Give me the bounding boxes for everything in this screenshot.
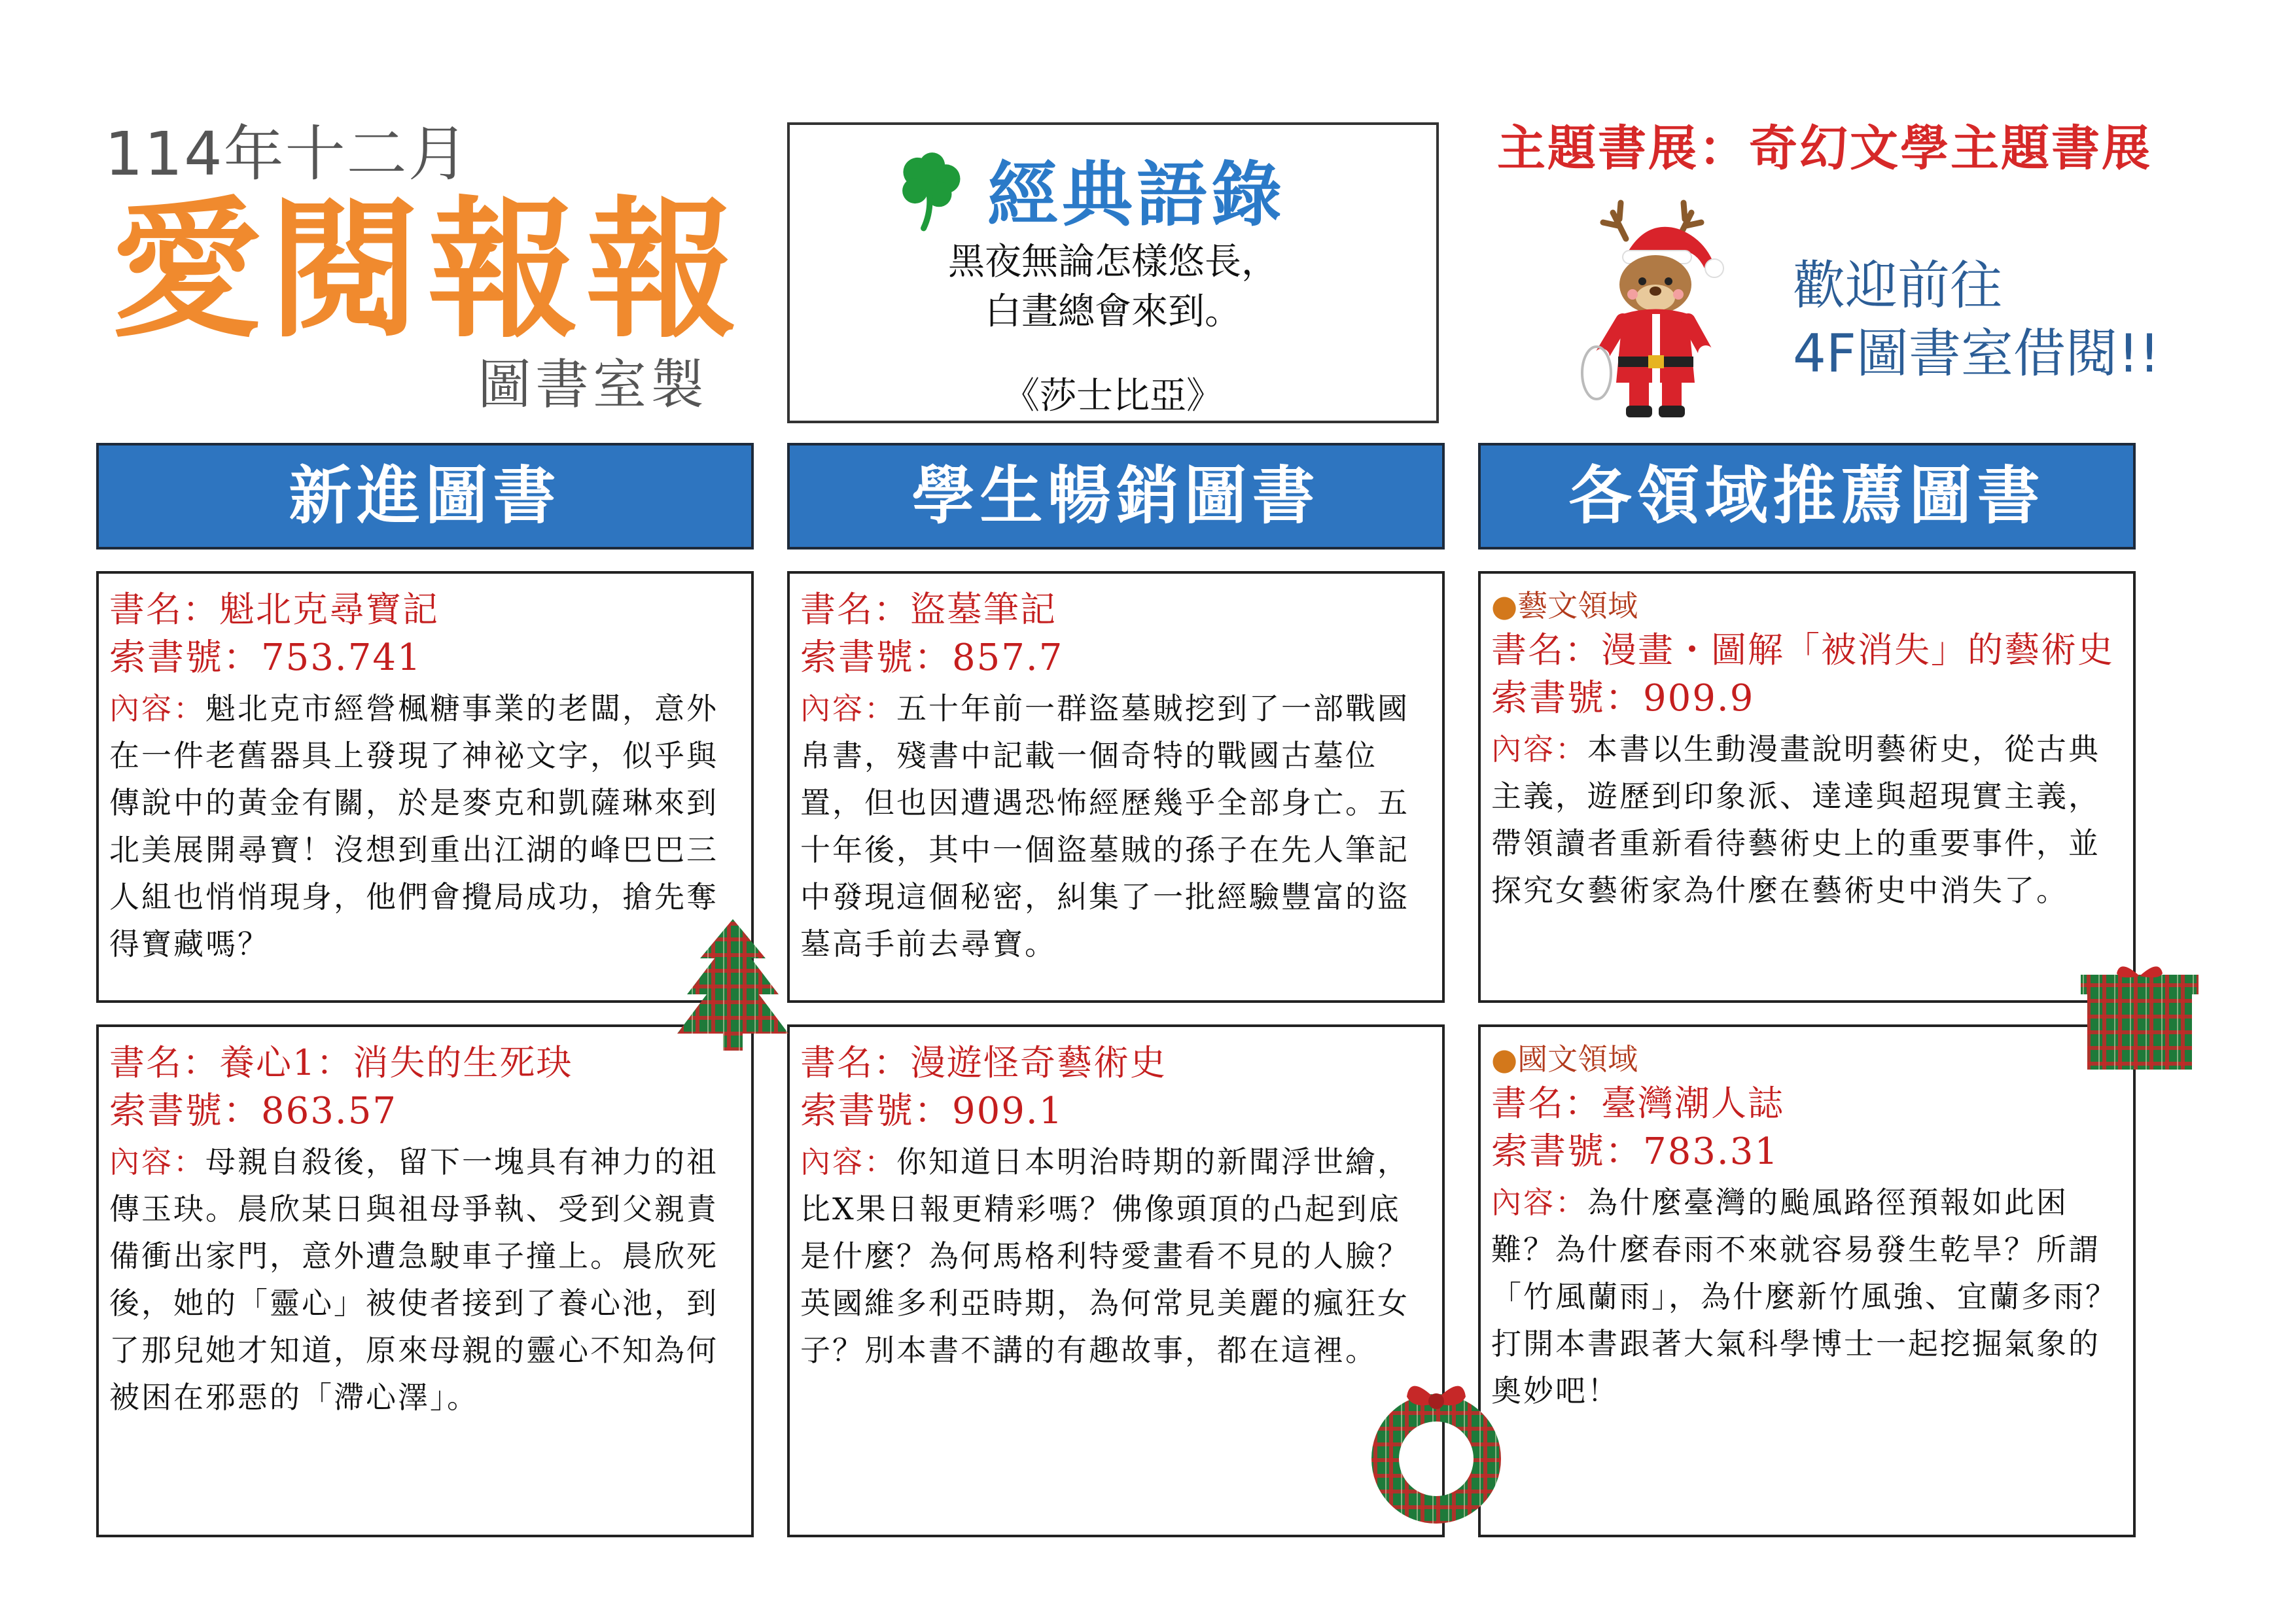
- column-header-recommended: 各領域推薦圖書: [1478, 443, 2136, 550]
- gift-box-icon: [2081, 962, 2199, 1073]
- book-title: 書名：漫畫・圖解「被消失」的藝術史: [1491, 629, 2114, 671]
- call-number: 索書號：783.31: [1491, 1130, 1779, 1173]
- book-title: 書名：漫遊怪奇藝術史: [800, 1042, 1167, 1083]
- exhibit-title: 主題書展：奇幻文學主題書展: [1497, 120, 2152, 177]
- book-card-bestseller: [787, 571, 1445, 1003]
- book-card-new: [96, 571, 754, 1003]
- domain-text: 藝文領域: [1517, 588, 1638, 623]
- domain-label: [1491, 585, 2123, 626]
- summary-text: 魁北克市經營楓糖事業的老闆，意外在一件老舊器具上發現了神祕文字，似乎與傳說中的黃金有關，於是麥克和凱薩琳來到北美展開尋寶！沒想到重出江湖的峰巴巴三人組也悄悄現身，他們會攪局成功，搶先奪得寶藏嗎？: [109, 691, 718, 962]
- book-title: 書名：魁北克尋寶記: [109, 589, 439, 630]
- publisher-label: 圖書室製: [478, 354, 709, 416]
- summary-label: 內容：: [109, 691, 205, 726]
- quote-header: [888, 138, 1286, 239]
- domain-text: 國文領域: [1517, 1041, 1638, 1077]
- summary-label: 內容：: [1491, 731, 1587, 767]
- summary-label: 內容：: [800, 691, 896, 726]
- call-number: 索書號：909.9: [1491, 677, 1755, 720]
- book-summary: [109, 1138, 741, 1421]
- summary-text: 母親自殺後，留下一塊具有神力的祖傳玉玦。晨欣某日與祖母爭執、受到父親責備衝出家門，意外遭急駛車子撞上。晨欣死後，她的「靈心」被使者接到了養心池，到了那兒她才知道，原來母親的靈心不知為何被困在邪惡的「滯心澤」。: [109, 1144, 718, 1415]
- call-number: 索書號：753.741: [109, 637, 422, 679]
- book-summary: [1491, 725, 2123, 914]
- call-number: 索書號：909.1: [800, 1090, 1064, 1132]
- summary-text: 五十年前一群盜墓賊挖到了一部戰國帛書，殘書中記載一個奇特的戰國古墓位置，但也因遭遇恐怖經歷幾乎全部身亡。五十年後，其中一個盜墓賊的孫子在先人筆記中發現這個秘密，糾集了一批經驗豐富的盜墓高手前去尋寶。: [800, 691, 1409, 962]
- four-leaf-clover-icon: [888, 147, 973, 232]
- book-summary: [109, 685, 741, 968]
- summary-text: 你知道日本明治時期的新聞浮世繪，比X果日報更精彩嗎？佛像頭頂的凸起到底是什麼？為何馬格利特愛畫看不見的人臉？英國維多利亞時期，為何常見美麗的瘋狂女子？別本書不講的有趣故事，都在這裡。: [800, 1144, 1409, 1368]
- book-summary: [800, 685, 1432, 968]
- welcome-line-1: 歡迎前往: [1793, 255, 2002, 316]
- christmas-tree-icon: [674, 916, 792, 1053]
- quote-source: 《莎士比亞》: [1003, 375, 1223, 417]
- newsletter-title: 愛閱報報: [111, 184, 745, 358]
- book-summary: [1491, 1179, 2123, 1414]
- welcome-line-2: 4F圖書室借閱!!: [1793, 323, 2161, 384]
- reindeer-santa-icon: [1580, 193, 1737, 422]
- book-title: 書名：臺灣潮人誌: [1491, 1083, 1784, 1124]
- bullet-icon: ●: [1491, 1041, 1518, 1077]
- call-number: 索書號：857.7: [800, 637, 1064, 679]
- book-card-bestseller: [787, 1024, 1445, 1537]
- quote-box: [787, 122, 1439, 423]
- call-number: 索書號：863.57: [109, 1090, 397, 1132]
- quote-text: [790, 237, 1436, 337]
- book-card-recommended: [1478, 1024, 2136, 1537]
- bullet-icon: ●: [1491, 588, 1518, 623]
- summary-text: 為什麼臺灣的颱風路徑預報如此困難？為什麼春雨不來就容易發生乾旱？所謂「竹風蘭雨」，為什麼新竹風強、宜蘭多雨？打開本書跟著大氣科學博士一起挖掘氣象的奧妙吧！: [1491, 1185, 2117, 1408]
- welcome-text: [1793, 252, 2160, 388]
- summary-label: 內容：: [800, 1144, 896, 1179]
- column-header-new-books: 新進圖書: [96, 443, 754, 550]
- book-card-recommended: [1478, 571, 2136, 1003]
- summary-text: 本書以生動漫畫說明藝術史，從古典主義，遊歷到印象派、達達與超現實主義，帶領讀者重新看待藝術史上的重要事件，並探究女藝術家為什麼在藝術史中消失了。: [1491, 731, 2100, 908]
- wreath-icon: [1368, 1374, 1505, 1524]
- column-header-bestsellers: 學生暢銷圖書: [787, 443, 1445, 550]
- book-title: 書名：盜墓筆記: [800, 589, 1057, 630]
- domain-label: [1491, 1039, 2123, 1079]
- issue-month: 114年十二月: [105, 119, 470, 189]
- book-summary: [800, 1138, 1432, 1374]
- quote-line-2: 白晝總會來到。: [985, 290, 1241, 333]
- quote-title: 經典語錄: [987, 154, 1286, 236]
- book-card-new: [96, 1024, 754, 1537]
- summary-label: 內容：: [1491, 1185, 1587, 1220]
- quote-line-1: 黑夜無論怎樣悠長，: [948, 241, 1278, 283]
- summary-label: 內容：: [109, 1144, 205, 1179]
- book-title: 書名：養心1：消失的生死玦: [109, 1042, 573, 1083]
